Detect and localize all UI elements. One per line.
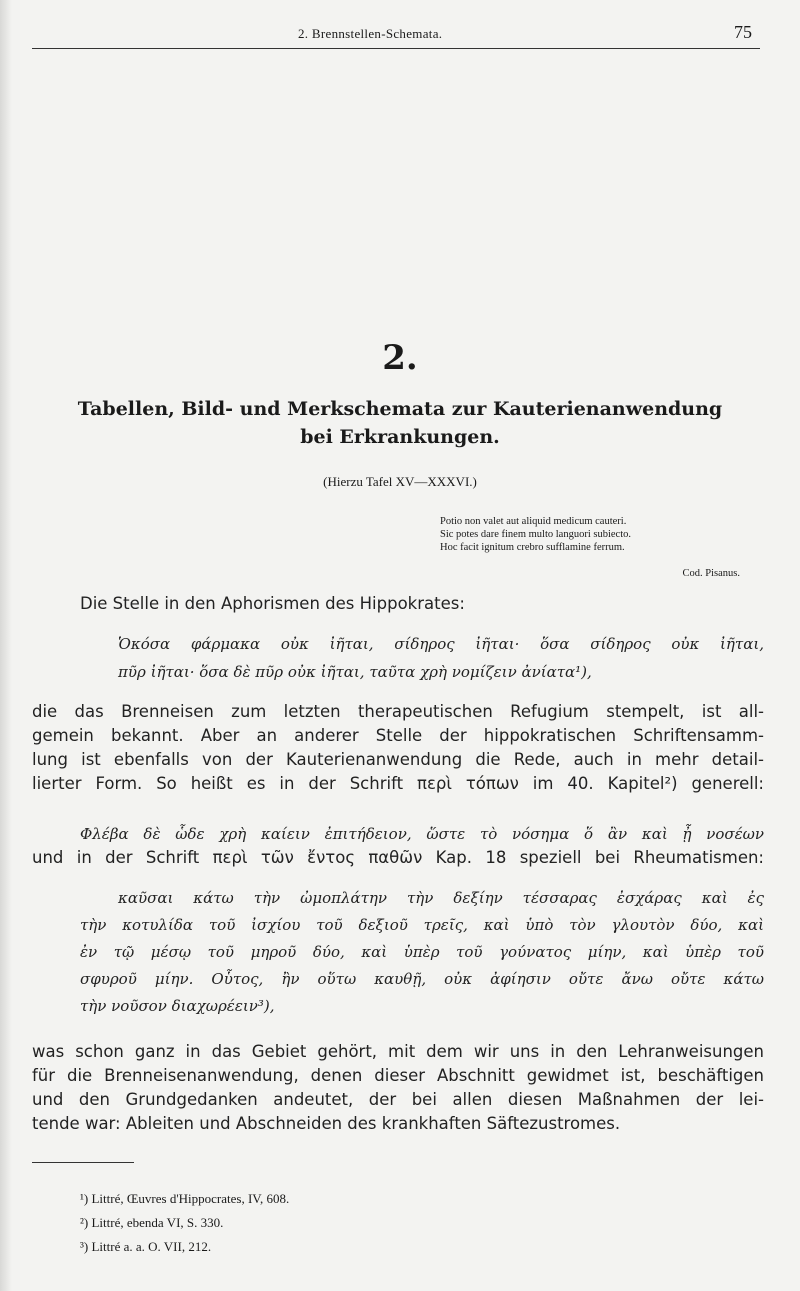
section-number: 2. — [382, 338, 418, 378]
section-title — [0, 395, 800, 451]
intro-sentence — [80, 592, 465, 616]
greek-line: καῦσαι κάτω τὴν ὠμοπλάτην τὴν δεξίην τέσσαρας ἐσχάρας καὶ ἐς — [118, 889, 764, 907]
section-title-line: Tabellen, Bild- und Merkschemata zur Kauterienanwendung — [77, 398, 723, 420]
header-rule — [32, 48, 760, 49]
greek-line: Φλέβα δὲ ὧδε χρὴ καίειν ἐπιτήδειον, ὥστε τὸ νόσημα ὅ ἂν καὶ ᾖ νοσέων — [80, 825, 764, 843]
text-line: lung ist ebenfalls von der Kauterienanwendung die Rede, auch in mehr detail- — [32, 750, 764, 769]
text-line: gemein bekannt. Aber an anderer Stelle der hippokratischen Schriftensamm- — [32, 726, 764, 745]
paragraph-3 — [32, 1040, 764, 1136]
text-line: die das Brenneisen zum letzten therapeutischen Refugium stempelt, ist all- — [32, 702, 764, 721]
greek-line: Ὁκόσα φάρμακα οὐκ ἰῆται, σίδηρος ἰῆται· ὅσα σίδηρος οὐκ ἰῆται, — [118, 635, 764, 653]
text-line: lierter Form. So heißt es in der Schrift περὶ τόπων im 40. Kapitel²) generell: — [32, 774, 764, 793]
text-line: tende war: Ableiten und Abschneiden des krankhaften Säftezustromes. — [32, 1114, 621, 1133]
text-line: und den Grundgedanken andeutet, der bei allen diesen Maßnahmen der lei- — [32, 1090, 764, 1109]
running-head-title: 2. Brennstellen-Schemata. — [298, 26, 443, 41]
epigraph — [440, 515, 740, 554]
greek-line: πῦρ ἰῆται· ὅσα δὲ πῦρ οὐκ ἰῆται, ταῦτα χρὴ νομίζειν ἀνίατα¹), — [118, 663, 592, 681]
text-line: und in der Schrift περὶ τῶν ἔντος παθῶν Kap. 18 speziell bei Rheumatismen: — [32, 848, 764, 867]
scan-shadow — [0, 0, 12, 1291]
greek-line: τὴν κοτυλίδα τοῦ ἰσχίου τοῦ δεξιοῦ τρεῖς, καὶ ὑπὸ τὸν γλουτὸν δύο, καὶ — [80, 916, 764, 934]
epigraph-line: Sic potes dare finem multo languori subiecto. — [440, 529, 631, 540]
page-number: 75 — [734, 22, 752, 42]
footnote: ¹) Littré, Œuvres d'Hippocrates, IV, 608. — [80, 1191, 290, 1206]
greek-quote-topoi — [80, 822, 764, 846]
footnote-rule — [32, 1162, 134, 1163]
footnotes — [80, 1187, 289, 1259]
section-title-line: bei Erkrankungen. — [300, 426, 500, 448]
text-line: was schon ganz in das Gebiet gehört, mit dem wir uns in den Lehranweisungen — [32, 1042, 764, 1061]
running-head — [0, 22, 800, 46]
plate-reference: (Hierzu Tafel XV—XXXVI.) — [323, 474, 477, 489]
epigraph-line: Potio non valet aut aliquid medicum cauteri. — [440, 516, 627, 527]
greek-quote-aphorism — [118, 630, 764, 686]
greek-line: σφυροῦ μίην. Οὗτος, ἢν οὕτω καυθῇ, οὐκ ἀφίησιν οὔτε ἄνω οὔτε κάτω — [80, 970, 764, 988]
footnote: ³) Littré a. a. O. VII, 212. — [80, 1239, 212, 1254]
epigraph-source: Cod. Pisanus. — [682, 568, 740, 579]
text-line: Die Stelle in den Aphorismen des Hippokrates: — [80, 594, 465, 613]
paragraph-1 — [32, 700, 764, 796]
epigraph-line: Hoc facit ignitum crebro sufflamine ferrum. — [440, 542, 625, 553]
paragraph-2 — [32, 846, 764, 870]
greek-line: τὴν νοῦσον διαχωρέειν³), — [80, 997, 275, 1015]
greek-line: ἐν τῷ μέσῳ τοῦ μηροῦ δύο, καὶ ὑπὲρ τοῦ γούνατος μίην, καὶ ὑπὲρ τοῦ — [80, 943, 764, 961]
text-line: für die Brenneisenanwendung, denen dieser Abschnitt gewidmet ist, beschäftigen — [32, 1066, 764, 1085]
greek-quote-rheumatism — [80, 885, 764, 1020]
footnote: ²) Littré, ebenda VI, S. 330. — [80, 1215, 224, 1230]
